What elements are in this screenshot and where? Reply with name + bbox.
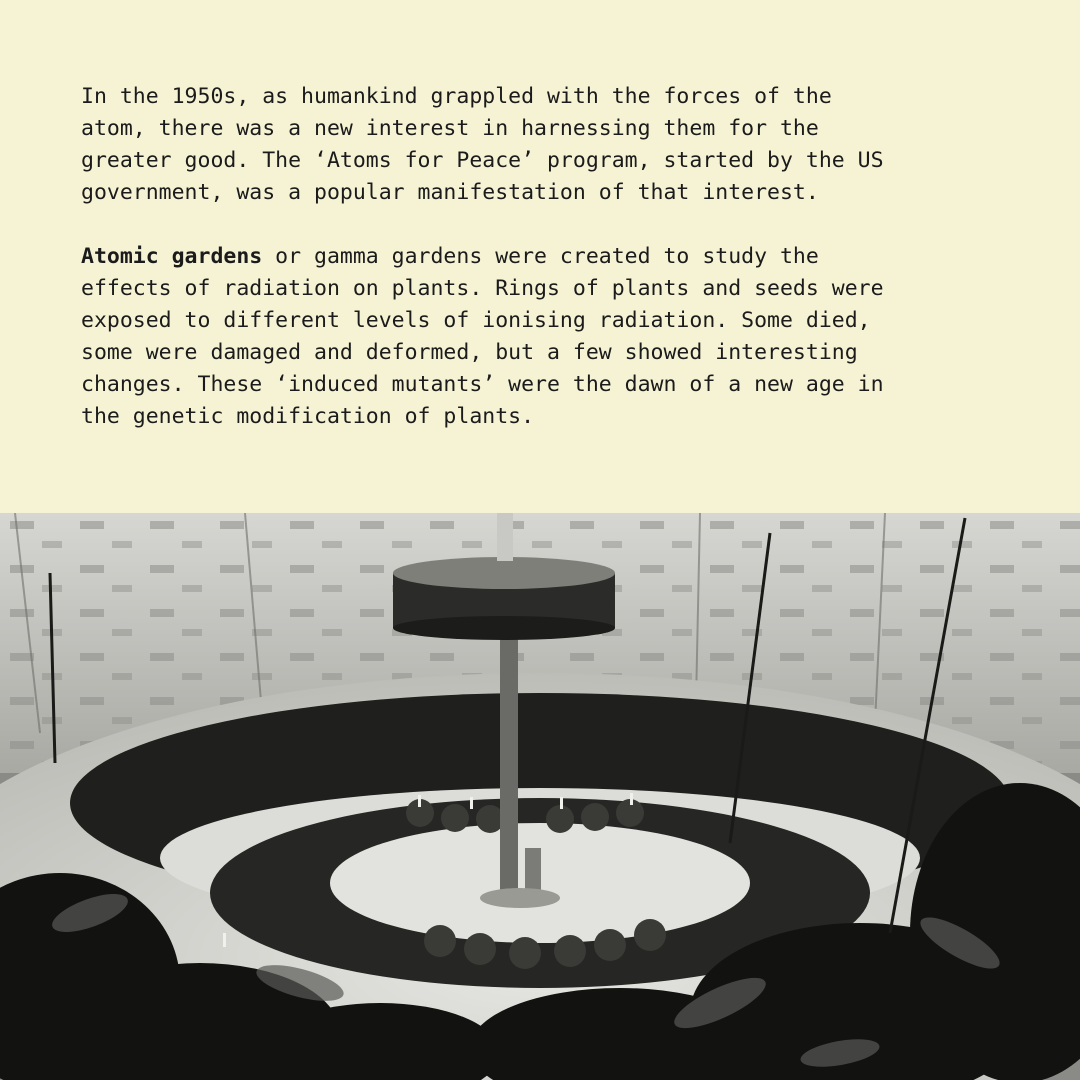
atomic-gardens-term: Atomic gardens — [81, 244, 263, 269]
atomic-gardens-description: or gamma gardens were created to study the effects of radiation on plants. Rings of plants and seeds were exposed to different levels of ionising radiation. Some died, some were damaged and deformed, but a few showed interesting changes. These ‘induced mutants’ were the dawn of a new age in the genetic modification of plants. — [81, 244, 884, 429]
atomic-garden-illustration — [0, 513, 1080, 1080]
intro-paragraph: In the 1950s, as humankind grappled with the forces of the atom, there was a new interest in harnessing them for the greater good. The ‘Atoms for Peace’ program, started by the US government, was a popular manifestation of that interest. — [81, 84, 884, 205]
atomic-gardens-paragraph — [81, 241, 1001, 433]
text-panel — [0, 0, 1080, 513]
atomic-garden-photo — [0, 513, 1080, 1080]
